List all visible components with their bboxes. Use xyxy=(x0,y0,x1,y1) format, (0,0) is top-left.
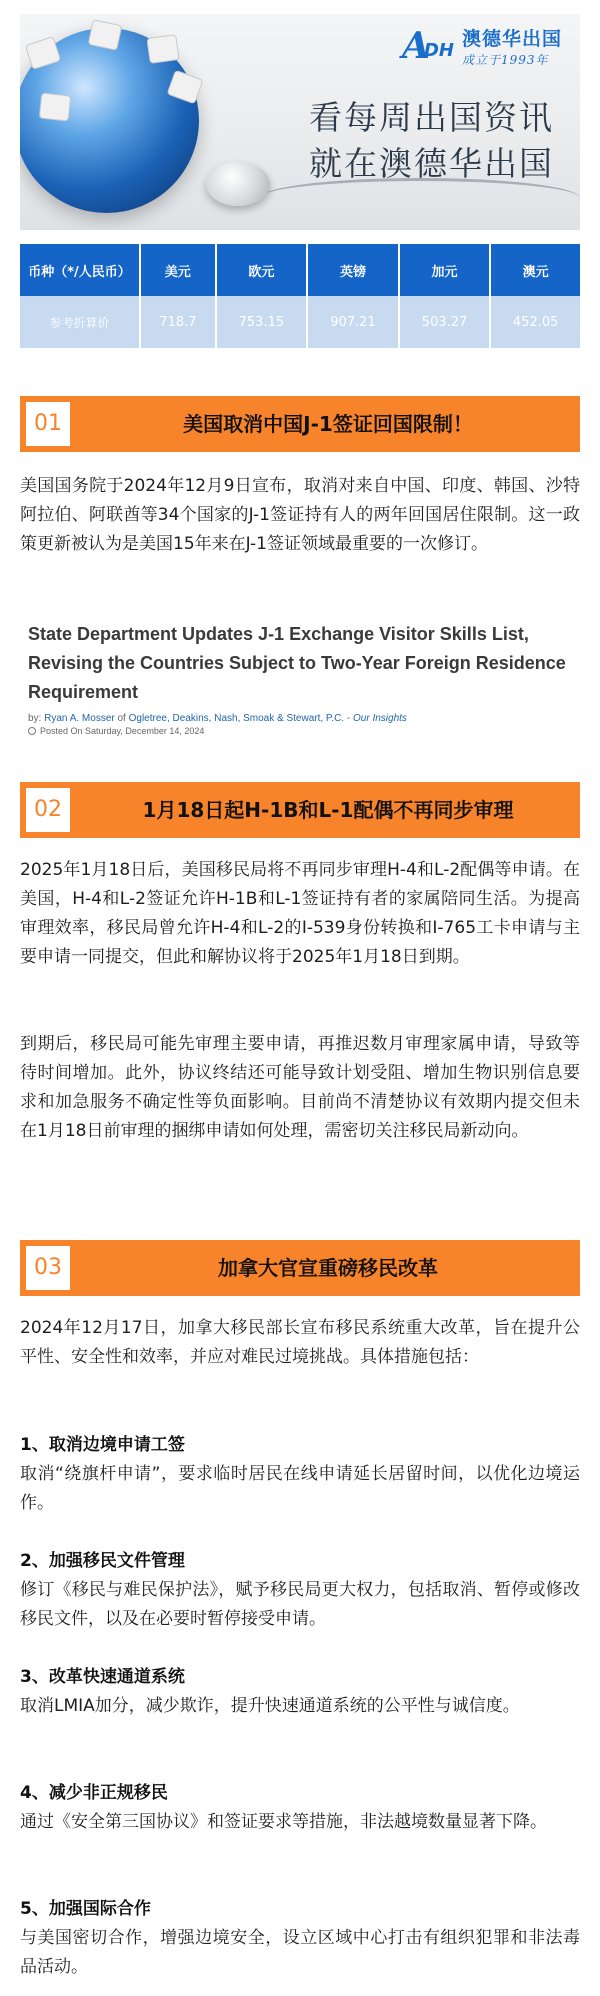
rate-value-cell: 503.27 xyxy=(399,296,491,348)
rate-header-row xyxy=(20,244,580,296)
measure-text: 与美国密切合作，增强边境安全，设立区域中心打击有组织犯罪和非法毒品活动。 xyxy=(20,1928,580,1977)
logo xyxy=(402,24,562,68)
section-01-paragraph: 美国国务院于2024年12月9日宣布，取消对来自中国、印度、韩国、沙特阿拉伯、阿联酋等34个国家的J-1签证持有人的两年回国居住限制。这一政策更新被认为是美国15年来在J-1签证领域最重要的一次修订。 xyxy=(20,476,580,554)
logo-tagline: 成立于1993年 xyxy=(461,53,549,67)
section-number: 03 xyxy=(26,1246,70,1290)
publication-link[interactable]: Our Insights xyxy=(353,713,407,724)
section-number: 01 xyxy=(26,402,70,446)
author-link[interactable]: Ryan A. Mosser xyxy=(44,713,115,724)
section-02-paragraph-1: 2025年1月18日后，美国移民局将不再同步审理H-4和L-2配偶等申请。在美国，H-4和L-2签证允许H-1B和L-1签证持有者的家属陪同生活。为提高审理效率，移民局曾允许H-4和L-2的I-539身份转换和I-765工卡申请与主要申请一同提交，但此和解协议将于2025年1月18日到期。 xyxy=(20,860,580,967)
measure-heading: 2、加强移民文件管理 xyxy=(20,1551,185,1571)
measure-text: 修订《移民与难民保护法》，赋予移民局更大权力，包括取消、暂停或修改移民文件，以及在必要时暂停接受申请。 xyxy=(20,1580,580,1629)
rate-header-cell: 加元 xyxy=(399,244,491,296)
byline-of: of xyxy=(117,713,126,724)
exchange-rate-table xyxy=(20,244,580,348)
section-title: 1月18日起H-1B和L-1配偶不再同步审理 xyxy=(142,798,514,822)
measure-heading: 5、加强国际合作 xyxy=(20,1899,151,1919)
measure-text: 取消LMIA加分，减少欺诈，提升快速通道系统的公平性与诚信度。 xyxy=(20,1696,520,1716)
rate-header-cell: 币种（*/人民币） xyxy=(20,244,140,296)
measure-heading: 4、减少非正规移民 xyxy=(20,1783,168,1803)
rate-value-cell: 参考折算价 xyxy=(20,296,140,348)
puzzle-piece xyxy=(146,34,179,64)
slogan-line-2: 就在澳德华出国 xyxy=(309,144,554,183)
section-header-02 xyxy=(20,782,580,838)
measure-text: 取消“绕旗杆申请”，要求临时居民在线申请延长居留时间，以优化边境运作。 xyxy=(20,1464,580,1513)
article-card-title[interactable]: State Department Updates J-1 Exchange Visitor Skills List, Revising the Countries Subject to Two-Year Foreign Residence Requirement xyxy=(28,624,566,702)
rate-value-cell: 907.21 xyxy=(307,296,399,348)
posted-date: Posted On Saturday, December 14, 2024 xyxy=(40,726,205,736)
section-number: 02 xyxy=(26,788,70,832)
section-03-intro: 2024年12月17日，加拿大移民部长宣布移民系统重大改革，旨在提升公平性、安全性和效率，并应对难民过境挑战。具体措施包括： xyxy=(20,1318,580,1367)
section-header-01 xyxy=(20,396,580,452)
clock-icon xyxy=(28,727,36,735)
rate-header-cell: 英镑 xyxy=(307,244,399,296)
section-title: 加拿大官宣重磅移民改革 xyxy=(218,1256,438,1280)
logo-mark-a: A xyxy=(401,25,430,67)
section-header-03 xyxy=(20,1240,580,1296)
logo-name: 澳德华出国 xyxy=(461,28,562,50)
section-02-paragraph-2: 到期后，移民局可能先审理主要申请，再推迟数月审理家属申请，导致等待时间增加。此外，协议终结还可能导致计划受阻、增加生物识别信息要求和加急服务不确定性等负面影响。目前尚不清楚协议有效期内提交但未在1月18日前审理的捆绑申请如何处理，需密切关注移民局新动向。 xyxy=(20,1034,580,1141)
logo-mark-dh: DH xyxy=(423,40,454,61)
article-card-date xyxy=(28,726,568,736)
section-title: 美国取消中国J-1签证回国限制！ xyxy=(183,412,473,436)
logo-mark xyxy=(402,26,456,66)
article-card-byline xyxy=(28,713,568,724)
rate-value-row xyxy=(20,296,580,348)
byline-prefix: by: xyxy=(28,713,42,724)
rate-value-cell: 753.15 xyxy=(216,296,308,348)
slogan-line-1: 看每周出国资讯 xyxy=(309,98,554,137)
firm-link[interactable]: Ogletree, Deakins, Nash, Smoak & Stewart, P.C. xyxy=(128,713,345,724)
article-card xyxy=(28,620,568,736)
rate-value-cell: 452.05 xyxy=(490,296,580,348)
measure-heading: 1、取消边境申请工签 xyxy=(20,1435,185,1455)
rate-value-cell: 718.7 xyxy=(140,296,216,348)
computer-mouse-image xyxy=(206,162,270,206)
measure-text: 通过《安全第三国协议》和签证要求等措施，非法越境数量显著下降。 xyxy=(20,1812,547,1832)
rate-header-cell: 欧元 xyxy=(216,244,308,296)
byline-dash: - xyxy=(346,713,351,724)
measure-heading: 3、改革快速通道系统 xyxy=(20,1667,185,1687)
banner xyxy=(20,14,580,230)
puzzle-piece xyxy=(39,93,72,122)
rate-header-cell: 澳元 xyxy=(490,244,580,296)
rate-header-cell: 美元 xyxy=(140,244,216,296)
